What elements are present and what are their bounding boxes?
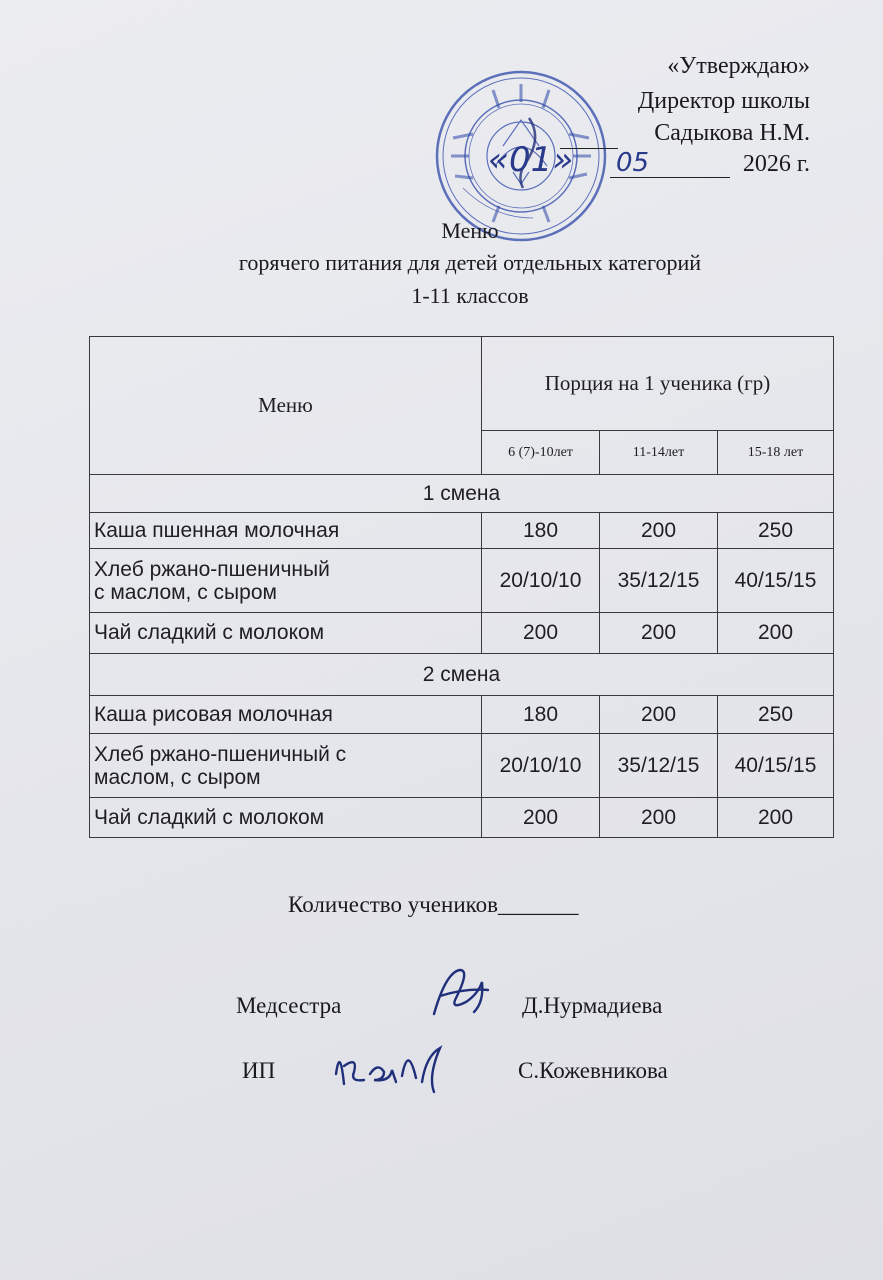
portion-value: 20/10/10 (482, 734, 600, 798)
title-line-3: 1-11 классов (411, 283, 529, 308)
portion-value: 180 (482, 513, 600, 549)
table-row (90, 549, 834, 613)
dish-name: Каша рисовая молочная (90, 696, 482, 734)
table-row (90, 613, 834, 654)
approve-label: «Утверждаю» (667, 53, 810, 79)
dish-line-2: с маслом, с сыром (94, 580, 277, 604)
portion-value: 200 (600, 798, 718, 838)
dish-name: Чай сладкий с молоком (90, 798, 482, 838)
age-group-3: 15-18 лет (718, 431, 834, 475)
nurse-signature-icon (426, 962, 496, 1033)
dish-name: Каша пшенная молочная (90, 513, 482, 549)
director-name: Садыкова Н.М. (654, 120, 810, 146)
portion-value: 200 (482, 798, 600, 838)
portion-value: 20/10/10 (482, 549, 600, 613)
portion-value: 35/12/15 (600, 549, 718, 613)
portion-value: 180 (482, 696, 600, 734)
table-row (90, 513, 834, 549)
director-position: Директор школы (637, 88, 810, 114)
dish-line-1: Хлеб ржано-пшеничный с (94, 742, 347, 766)
header-portion: Порция на 1 ученика (гр) (482, 337, 834, 431)
title-line-1: Меню (441, 218, 499, 243)
dish-name: Чай сладкий с молоком (90, 613, 482, 654)
portion-value: 250 (718, 513, 834, 549)
approval-year: 2026 г. (742, 151, 810, 177)
approval-block (550, 52, 810, 182)
date-day: «01» (488, 140, 574, 180)
table-row (90, 734, 834, 798)
portion-value: 200 (718, 798, 834, 838)
portion-value: 200 (600, 613, 718, 654)
age-group-1: 6 (7)-10лет (482, 431, 600, 475)
dish-line-2: маслом, с сыром (94, 765, 261, 789)
header-menu: Меню (90, 337, 482, 475)
shift-1-header: 1 смена (90, 475, 834, 513)
portion-value: 40/15/15 (718, 734, 834, 798)
dish-line-1: Хлеб ржано-пшеничный (94, 557, 330, 581)
ip-name: С.Кожевникова (518, 1058, 668, 1083)
ip-role: ИП (242, 1058, 276, 1083)
portion-value: 200 (482, 613, 600, 654)
ip-signature-icon (330, 1036, 460, 1103)
nurse-role: Медсестра (236, 993, 342, 1018)
portion-value: 200 (600, 696, 718, 734)
portion-value: 250 (718, 696, 834, 734)
table-row (90, 696, 834, 734)
title-line-2: горячего питания для детей отдельных категорий (238, 250, 702, 275)
portion-value: 200 (718, 613, 834, 654)
table-row (90, 798, 834, 838)
students-count-label: Количество учеников_______ (288, 892, 579, 917)
portion-value: 35/12/15 (600, 734, 718, 798)
menu-table (89, 336, 834, 838)
age-group-2: 11-14лет (600, 431, 718, 475)
dish-name (90, 734, 482, 798)
nurse-name: Д.Нурмадиева (522, 993, 663, 1018)
portion-value: 200 (600, 513, 718, 549)
date-month: 05 (616, 148, 650, 178)
shift-2-header: 2 смена (90, 654, 834, 696)
dish-name (90, 549, 482, 613)
portion-value: 40/15/15 (718, 549, 834, 613)
